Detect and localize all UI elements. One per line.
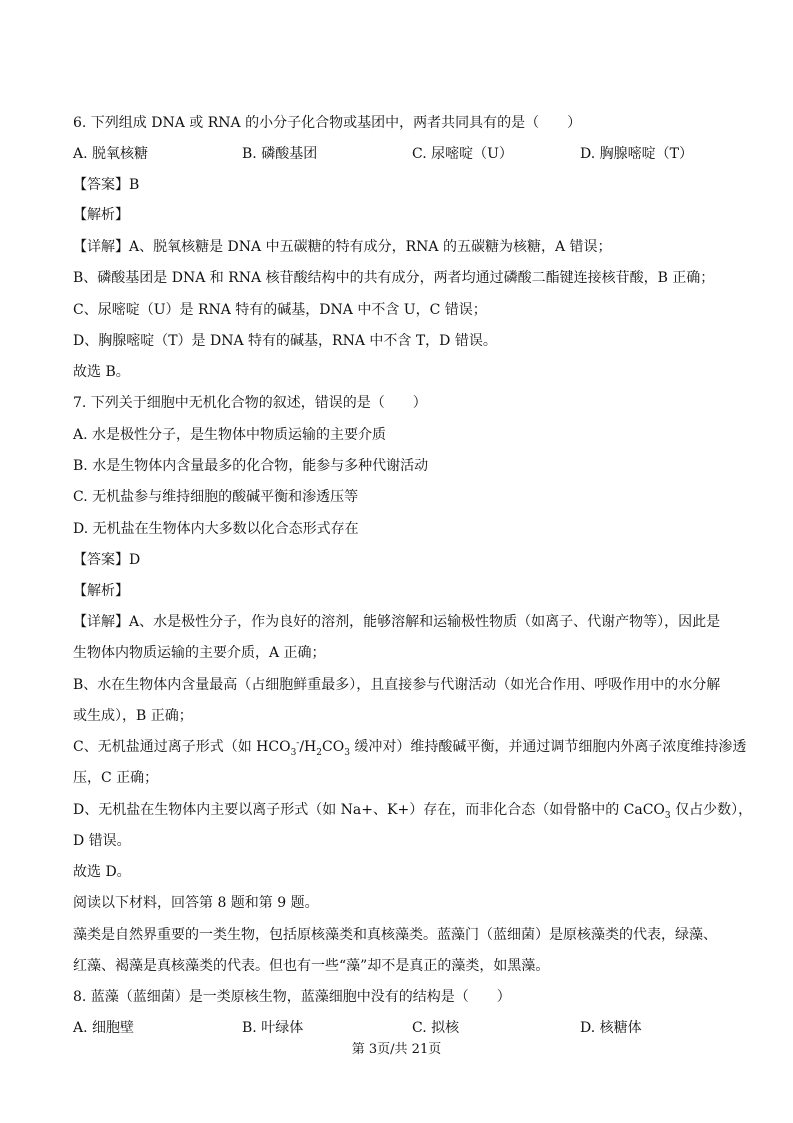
- detail-line: B、磷酸基团是 DNA 和 RNA 核苷酸结构中的共有成分，两者均通过磷酸二酯键连接核苷酸，B 正确；: [73, 270, 715, 286]
- question-8-stem: 8. 蓝藻（蓝细菌）是一类原核生物，蓝藻细胞中没有的结构是（ ）: [73, 989, 511, 1005]
- conclusion: 故选 D。: [73, 864, 131, 880]
- option-a: A. 细胞壁: [73, 1020, 135, 1036]
- option-c: C. 无机盐参与维持细胞的酸碱平衡和渗透压等: [73, 489, 359, 505]
- detail-line: D、胸腺嘧啶（T）是 DNA 特有的碱基，RNA 中不含 T，D 错误。: [73, 333, 497, 349]
- detail-line: C、尿嘧啶（U）是 RNA 特有的碱基，DNA 中不含 U，C 错误；: [73, 302, 487, 318]
- question-7-stem: 7. 下列关于细胞中无机化合物的叙述，错误的是（ ）: [73, 395, 427, 411]
- answer-label: 【答案】B: [73, 177, 140, 193]
- detail-line: C、无机盐通过离子形式（如 $HCO_3^-/H_2CO_3$ 缓冲对）维持酸碱平衡，并通过调节细胞内外离子浓度维持渗透: [73, 738, 747, 758]
- detail-line: 【详解】A、水是极性分子，作为良好的溶剂，能够溶解和运输极性物质（如离子、代谢产物等），因此是: [73, 614, 721, 630]
- reading-paragraph: 藻类是自然界重要的一类生物，包括原核藻类和真核藻类。蓝藻门（蓝细菌）是原核藻类的代表，绿藻、: [73, 927, 717, 943]
- page-number: 第 3页/共 21页: [351, 1042, 442, 1057]
- detail-line: 或生成），B 正确；: [73, 708, 193, 724]
- detail-line: 生物体内物质运输的主要介质，A 正确；: [73, 645, 326, 661]
- option-d: D. 胸腺嘧啶（T）: [580, 146, 693, 162]
- detail-line: 【详解】A、脱氧核糖是 DNA 中五碳糖的特有成分，RNA 的五碳糖为核糖，A 错误；: [73, 239, 612, 255]
- question-6-stem: 6. 下列组成 DNA 或 RNA 的小分子化合物或基团中，两者共同具有的是（ ）: [73, 115, 582, 131]
- option-b: B. 磷酸基团: [242, 146, 318, 162]
- option-a: A. 脱氧核糖: [73, 146, 149, 162]
- option-c: C. 拟核: [412, 1020, 460, 1036]
- analysis-label: 【解析】: [73, 207, 129, 223]
- detail-line: B、水在生物体内含量最高（占细胞鲜重最多），且直接参与代谢活动（如光合作用、呼吸作用中的水分解: [73, 677, 721, 693]
- option-b: B. 水是生物体内含量最多的化合物，能参与多种代谢活动: [73, 458, 429, 474]
- detail-line: D 错误。: [73, 833, 131, 849]
- analysis-label: 【解析】: [73, 583, 129, 599]
- detail-line: D、无机盐在生物体内主要以离子形式（如 Na+、K+）存在，而非化合态（如骨骼中的 CaCO$_3$ 仅占少数），: [73, 802, 753, 821]
- option-d: D. 核糖体: [580, 1020, 642, 1036]
- reading-paragraph: 红藻、褐藻是真核藻类的代表。但也有一些“藻”却不是真正的藻类，如黑藻。: [73, 958, 550, 974]
- option-b: B. 叶绿体: [242, 1020, 304, 1036]
- answer-label: 【答案】D: [73, 552, 141, 568]
- detail-line: 压，C 正确；: [73, 770, 159, 786]
- option-d: D. 无机盐在生物体内大多数以化合态形式存在: [73, 521, 359, 537]
- conclusion: 故选 B。: [73, 364, 130, 380]
- option-c: C. 尿嘧啶（U）: [412, 146, 513, 162]
- option-a: A. 水是极性分子，是生物体中物质运输的主要介质: [73, 427, 387, 443]
- reading-intro: 阅读以下材料，回答第 8 题和第 9 题。: [73, 895, 319, 911]
